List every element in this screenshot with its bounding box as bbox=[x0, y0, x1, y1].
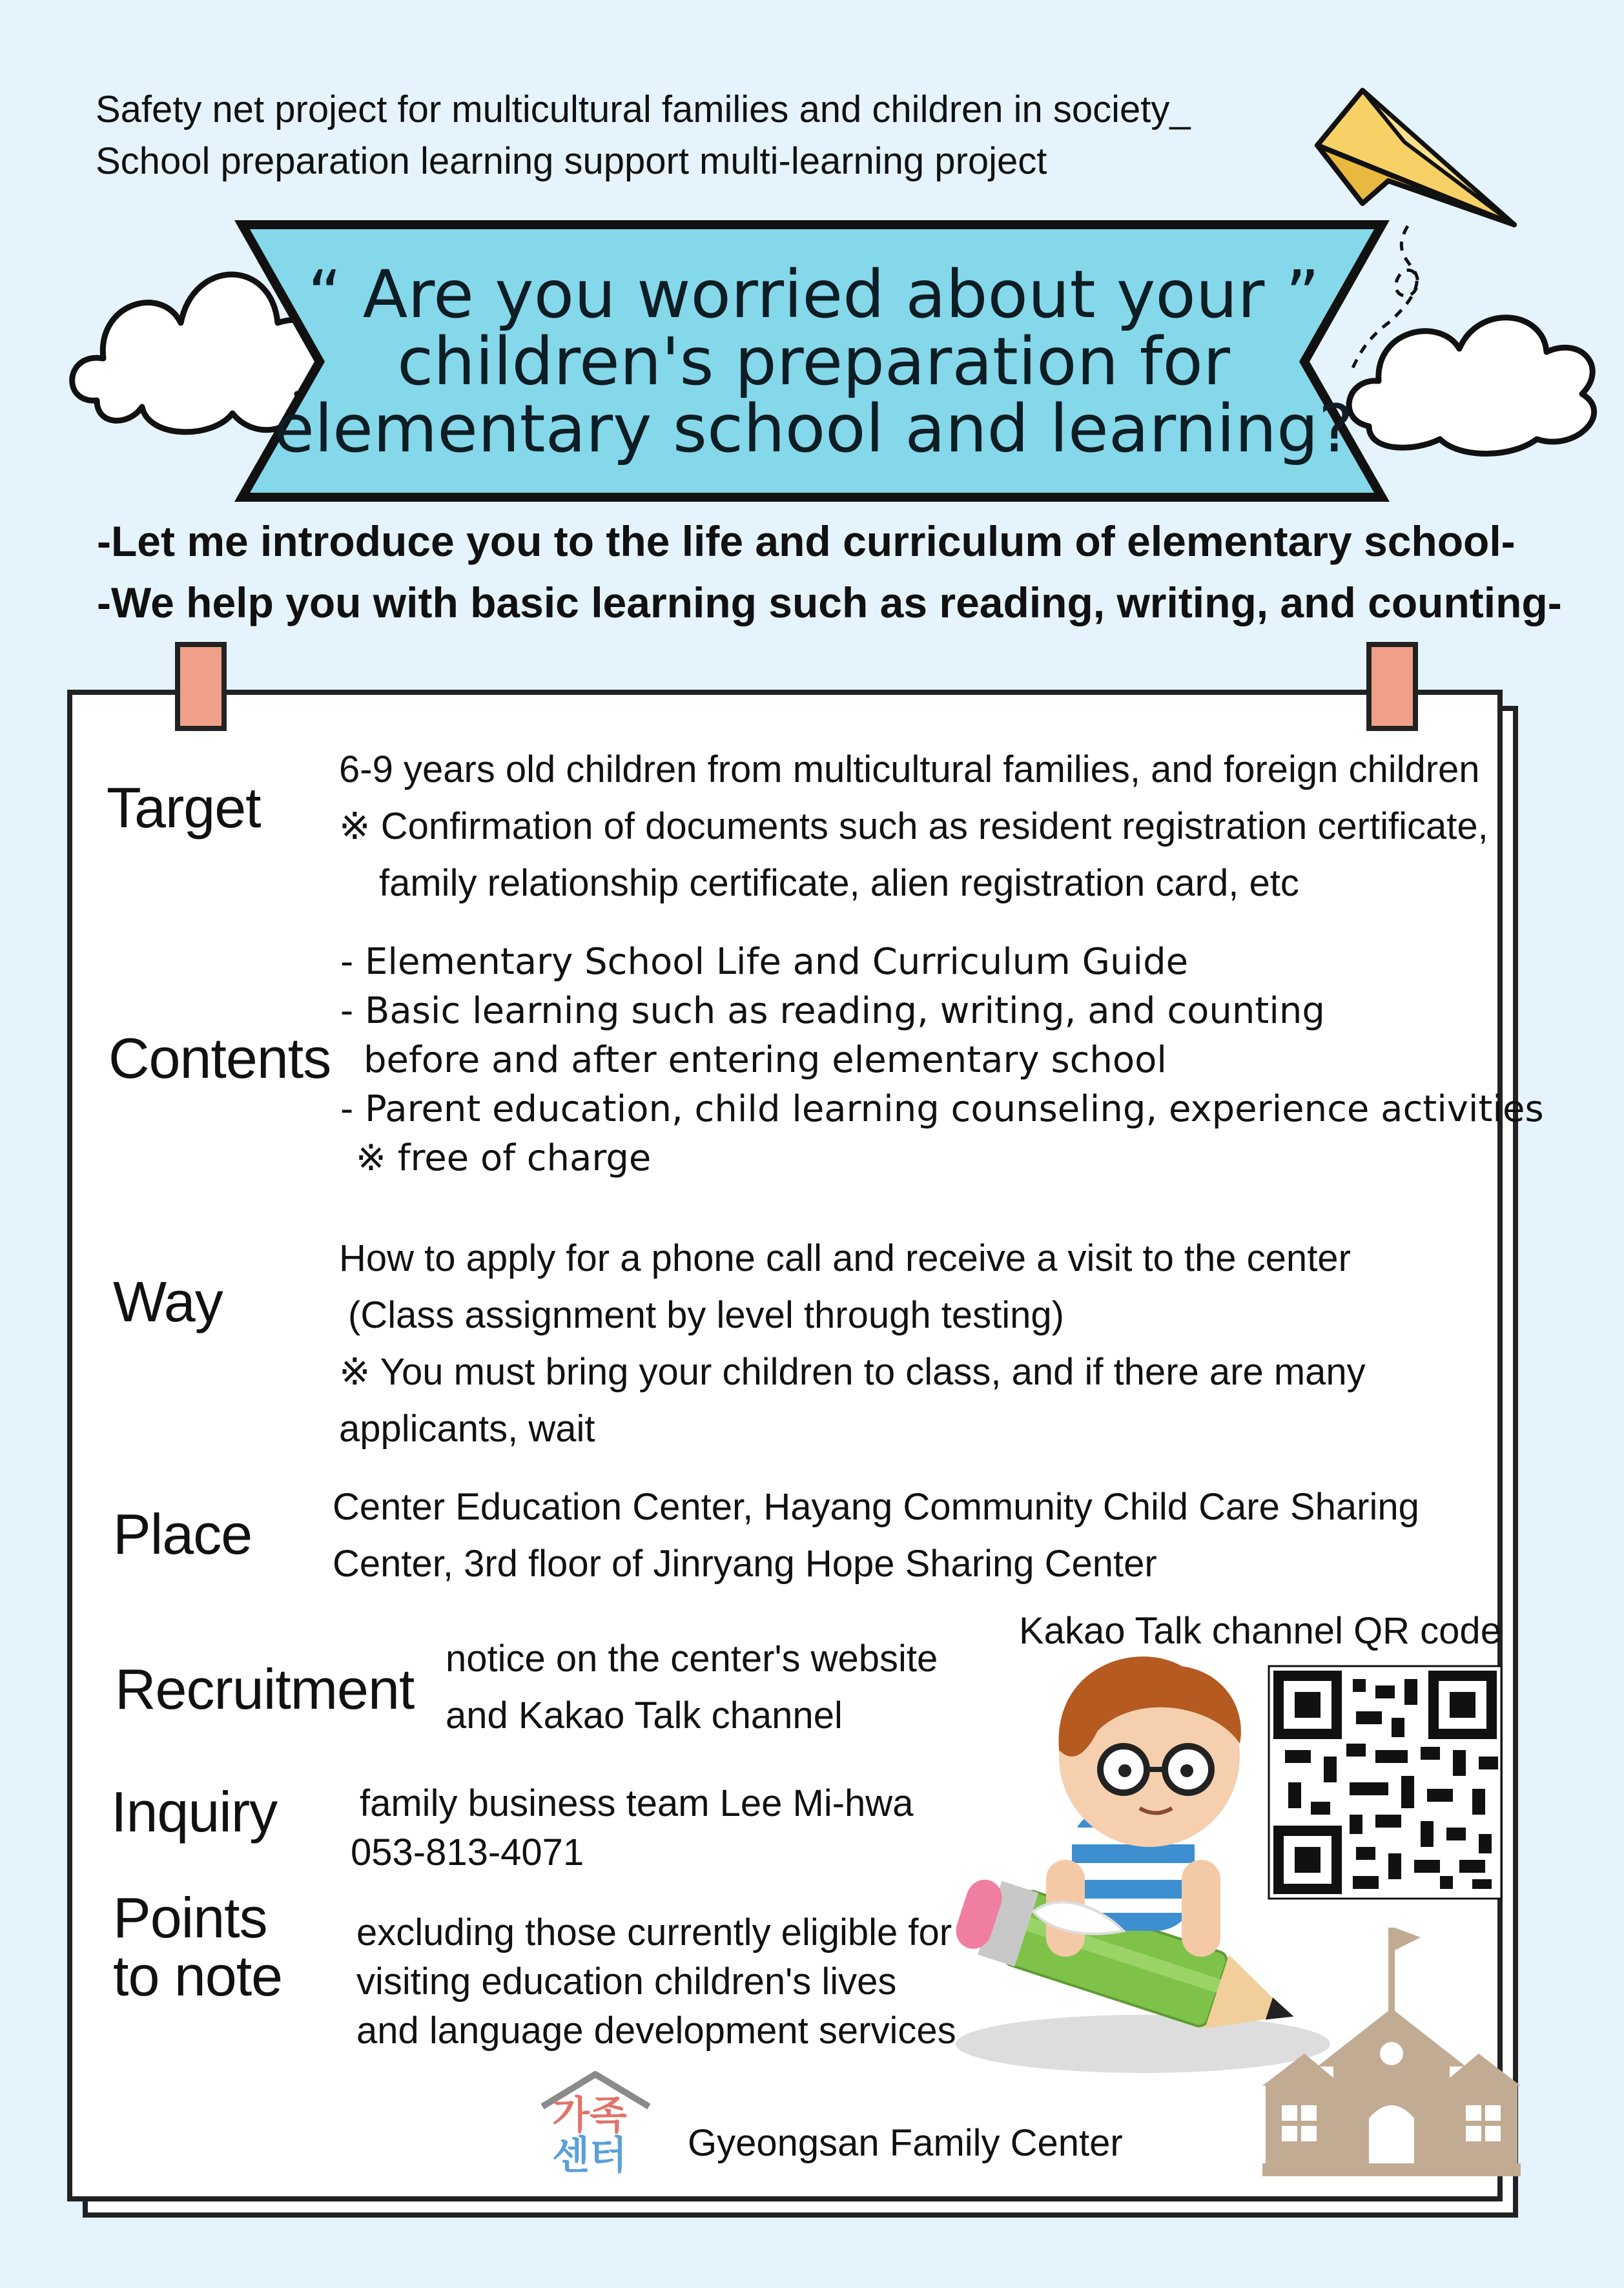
notes-line-3: and language development services bbox=[356, 2010, 956, 2052]
target-line-2: ※ Confirmation of documents such as resident registration certificate, bbox=[339, 805, 1488, 847]
way-line-3: ※ You must bring your children to class, and if there are many bbox=[339, 1351, 1366, 1393]
qr-caption: Kakao Talk channel QR code bbox=[1019, 1610, 1501, 1652]
recruitment-line-1: notice on the center's website bbox=[446, 1638, 938, 1680]
recruitment-label: Recruitment bbox=[115, 1657, 415, 1721]
way-label: Way bbox=[113, 1270, 223, 1334]
recruitment-text bbox=[446, 1631, 938, 1744]
contents-line-5: ※ free of charge bbox=[356, 1137, 652, 1179]
intro-line-2: -We help you with basic learning such as reading, writing, and counting- bbox=[97, 579, 1562, 626]
project-subtitle-line-1: Safety net project for multicultural families and children in society_ bbox=[96, 88, 1191, 130]
notes-line-1: excluding those currently eligible for bbox=[356, 1912, 952, 1953]
notes-line-2: visiting education children's lives bbox=[356, 1961, 897, 2003]
target-text bbox=[339, 741, 1488, 912]
inquiry-label: Inquiry bbox=[111, 1780, 278, 1844]
place-label: Place bbox=[113, 1502, 252, 1566]
inquiry-text bbox=[351, 1779, 913, 1877]
contents-line-1: - Elementary School Life and Curriculum Guide bbox=[340, 941, 1189, 983]
center-name: Gyeongsan Family Center bbox=[688, 2122, 1123, 2164]
contents-label: Contents bbox=[108, 1026, 331, 1090]
qr-code bbox=[1269, 1666, 1501, 1899]
notes-label-line-1: Points bbox=[113, 1886, 267, 1950]
way-text bbox=[339, 1230, 1366, 1458]
contents-text bbox=[340, 938, 1544, 1183]
way-line-2: (Class assignment by level through testing) bbox=[348, 1294, 1064, 1336]
target-line-3: family relationship certificate, alien registration card, etc bbox=[379, 862, 1299, 904]
inquiry-line-1: family business team Lee Mi-hwa bbox=[360, 1782, 914, 1824]
banner-line-3: elementary school and learning? bbox=[274, 391, 1353, 468]
intro-line-1: -Let me introduce you to the life and curriculum of elementary school- bbox=[97, 517, 1516, 565]
notes-text bbox=[356, 1908, 956, 2056]
target-line-1: 6-9 years old children from multicultural families, and foreign children bbox=[339, 748, 1480, 790]
place-line-1: Center Education Center, Hayang Community Child Care Sharing bbox=[333, 1486, 1419, 1528]
way-line-1: How to apply for a phone call and receive a visit to the center bbox=[339, 1237, 1351, 1279]
cloud-right-icon bbox=[1349, 318, 1594, 454]
way-line-4: applicants, wait bbox=[339, 1408, 595, 1450]
place-text bbox=[333, 1479, 1419, 1592]
recruitment-line-2: and Kakao Talk channel bbox=[446, 1695, 843, 1737]
contents-line-3: before and after entering elementary school bbox=[364, 1039, 1167, 1081]
notes-label-line-2: to note bbox=[113, 1944, 283, 2008]
contents-line-2: - Basic learning such as reading, writing, and counting bbox=[340, 990, 1325, 1032]
place-line-2: Center, 3rd floor of Jinryang Hope Sharing Center bbox=[333, 1543, 1157, 1585]
pin-right bbox=[1369, 644, 1415, 728]
family-center-logo bbox=[552, 2093, 627, 2178]
pin-left bbox=[178, 644, 224, 728]
notes-label bbox=[113, 1886, 283, 2008]
logo-text-line-1: 가족 bbox=[552, 2093, 627, 2138]
target-label: Target bbox=[107, 776, 261, 840]
banner-title bbox=[271, 256, 1356, 468]
banner-line-2: children's preparation for bbox=[397, 324, 1230, 400]
contents-line-4: - Parent education, child learning counseling, experience activities bbox=[340, 1088, 1544, 1130]
project-subtitle-line-2: School preparation learning support multi-learning project bbox=[96, 140, 1047, 182]
inquiry-line-2: 053-813-4071 bbox=[351, 1831, 584, 1873]
banner-line-1: “ Are you worried about your ” bbox=[307, 256, 1320, 333]
logo-text-line-2: 센터 bbox=[552, 2133, 627, 2178]
